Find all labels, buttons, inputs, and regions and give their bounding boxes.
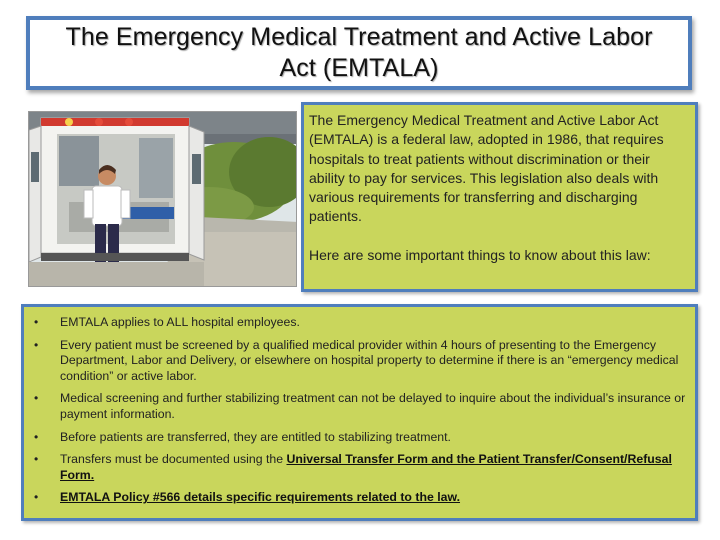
list-item bbox=[32, 338, 689, 385]
list-item bbox=[32, 315, 689, 331]
list-item bbox=[32, 430, 689, 446]
emtala-policy-link[interactable]: EMTALA Policy #566 details specific requirements related to the law. bbox=[60, 490, 461, 505]
title-box bbox=[26, 16, 692, 90]
list-item bbox=[32, 490, 689, 506]
bullet-icon: • bbox=[34, 452, 39, 467]
bullet-icon: • bbox=[34, 429, 39, 444]
intro-box bbox=[301, 102, 698, 292]
page-title: The Emergency Medical Treatment and Active Labor Act (EMTALA) bbox=[65, 23, 653, 82]
list-item bbox=[32, 452, 689, 483]
intro-paragraph: The Emergency Medical Treatment and Active Labor Act (EMTALA) is a federal law, adopted in 1986, that requires hospitals to treat patients without discrimination or their ability to pay for services. This legislation also deals with various requirements for transferring and discharging patients. bbox=[309, 112, 664, 225]
bullet-icon: • bbox=[34, 490, 39, 505]
list-item-text: Every patient must be screened by a qualified medical provider within 4 hours of presenting to the Emergency Department, Labor and Delivery, or elsewhere on hospital property to determine if there is an “emergency medical condition” or active labor. bbox=[60, 337, 679, 383]
list-item-text: Before patients are transferred, they are entitled to stabilizing treatment. bbox=[60, 429, 451, 444]
intro-lead-in: Here are some important things to know about this law: bbox=[309, 246, 651, 263]
bullet-icon: • bbox=[34, 337, 39, 352]
bullet-icon: • bbox=[34, 391, 39, 406]
list-item bbox=[32, 391, 689, 422]
ambulance-paramedic-photo bbox=[28, 111, 297, 287]
key-points-box bbox=[21, 304, 698, 521]
key-points-list bbox=[32, 315, 689, 506]
transfer-forms-link[interactable]: Universal Transfer Form and the Patient Transfer/Consent/Refusal Form. bbox=[60, 452, 672, 482]
bullet-icon: • bbox=[34, 315, 39, 329]
list-item-text: EMTALA applies to ALL hospital employees. bbox=[60, 315, 300, 329]
list-item-text: Transfers must be documented using the bbox=[60, 452, 287, 467]
list-item-text: Medical screening and further stabilizing treatment can not be delayed to inquire about the individual’s insurance or payment information. bbox=[60, 391, 686, 421]
